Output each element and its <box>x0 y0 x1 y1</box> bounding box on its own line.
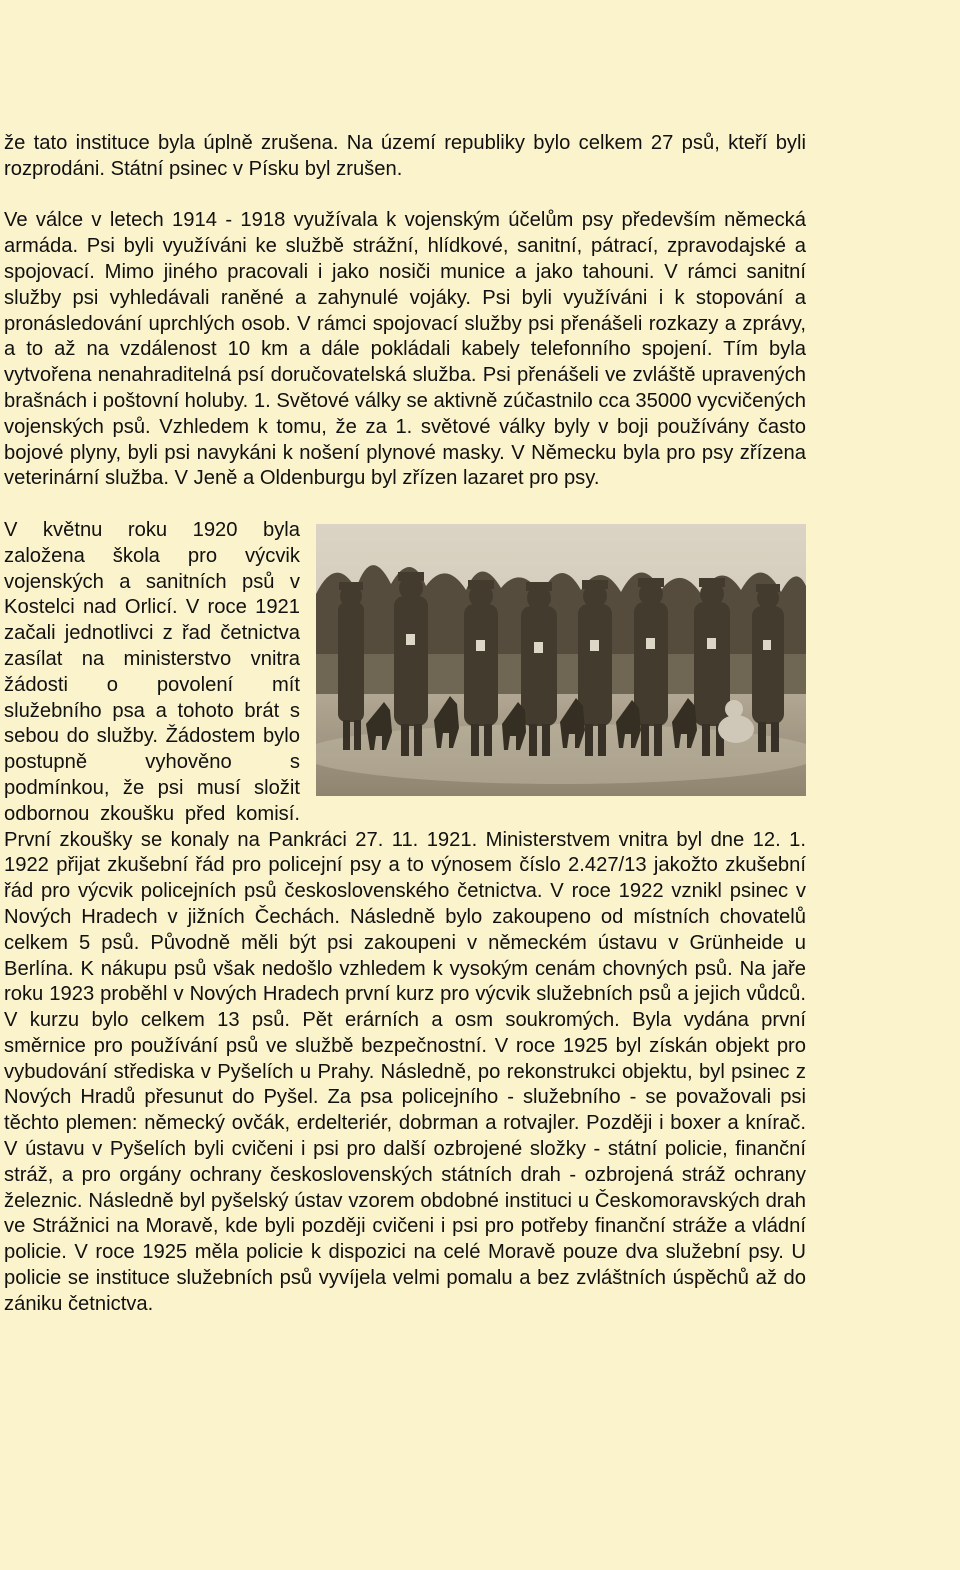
photo-illustration <box>316 524 806 796</box>
historical-photo <box>316 524 806 796</box>
paragraph-3: V květnu roku 1920 byla založena škola pro výcvik vojenských a sanitních psů v Kostelci nad Orlicí. V roce 1921 začali jednotlivci z řad četnictva zasílat na ministerstvo vnitra žádosti o povolení mít služebního psa a tohoto brát s sebou do služby. Žádostem bylo postupně vyhověno s podmínkou, že psi musí složit odbornou zkoušku před komisí. První zkoušky se konaly na Pankráci 27. 11. 1921. Ministerstvem vnitra byl dne 12. 1. 1922 přijat zkušební řád pro policejní psy a to výnosem číslo 2.427/13 jakožto zkušební řád pro výcvik policejních psů československého četnictva. V roce 1922 vznikl psinec v Nových Hradech v jižních Čechách. Následně bylo zakoupeno od místních chovatelů celkem 5 psů. Původně měli být psi zakoupeni v německém ústavu v Grünheide u Berlína. K nákupu psů však nedošlo vzhledem k vysokým cenám chovných psů. Na jaře roku 1923 proběhl v Nových Hradech první kurz pro výcvik služebních psů a jejich vůdců. V kurzu bylo celkem 13 psů. Pět erárních a osm soukromých. Byla vydána první směrnice pro používání psů ve službě bezpečnostní. V roce 1925 byl získán objekt pro vybudování střediska v Pyšelích u Prahy. Následně, po rekonstrukci objektu, byl psinec z Nových Hradů přesunut do Pyšel. Za psa policejního - služebního - se považovali psi těchto plemen: německý ovčák, erdelteriér, dobrman a rotvajler. Později i boxer a knírač. V ústavu v Pyšelích byli cvičeni i psi pro další ozbrojené složky - státní policie, finanční stráž, a pro orgány ochrany československých státních drah - ozbrojená stráž ochrany železnic. Následně byl pyšelský ústav vzorem obdobné instituci u Českomoravských drah ve Strážnici na Moravě, kde byli později cvičeni i psi pro potřeby finanční stráže a vládní policie. V roce 1925 měla policie k dispozici na celé Moravě pouze dva služební psy. U policie se instituce služebních psů vyvíjela velmi pomalu a bez zvláštních úspěchů až do zániku četnictva. <box>4 518 806 1315</box>
paragraph-2: Ve válce v letech 1914 - 1918 využívala k vojenským účelům psy především německá armáda. Psi byli využíváni ke službě strážní, hlídkové, sanitní, pátrací, zpravodajské a spojovací. Mimo jiného pracovali i jako nosiči munice a jako tahouni. V rámci sanitní služby psi vyhledávali raněné a zahynulé vojáky. Psi byli využíváni i k stopování a pronásledování uprchlých osob. V rámci spojovací služby psi přenášeli rozkazy a zprávy, a to až na vzdálenost 10 km a dále pokládali kabely telefonního spojení. Tím byla vytvořena nenahraditelná psí doručovatelská služba. Psi přenášeli ve zvláště upravených brašnách i poštovní holuby. 1. Světové války se aktivně zúčastnilo cca 35000 vycvičených vojenských psů. Vzhledem k tomu, že za 1. světové války byly v boji používány často bojové plyny, byli psi navykáni k nošení plynové masky. V Německu byla pro psy zřízena veterinární služba. V Jeně a Oldenburgu byl zřízen lazaret pro psy. <box>4 209 806 490</box>
document-body <box>4 131 806 1318</box>
paragraph-1: že tato instituce byla úplně zrušena. Na území republiky bylo celkem 27 psů, kteří byli rozprodáni. Státní psinec v Písku byl zrušen. <box>4 132 806 180</box>
